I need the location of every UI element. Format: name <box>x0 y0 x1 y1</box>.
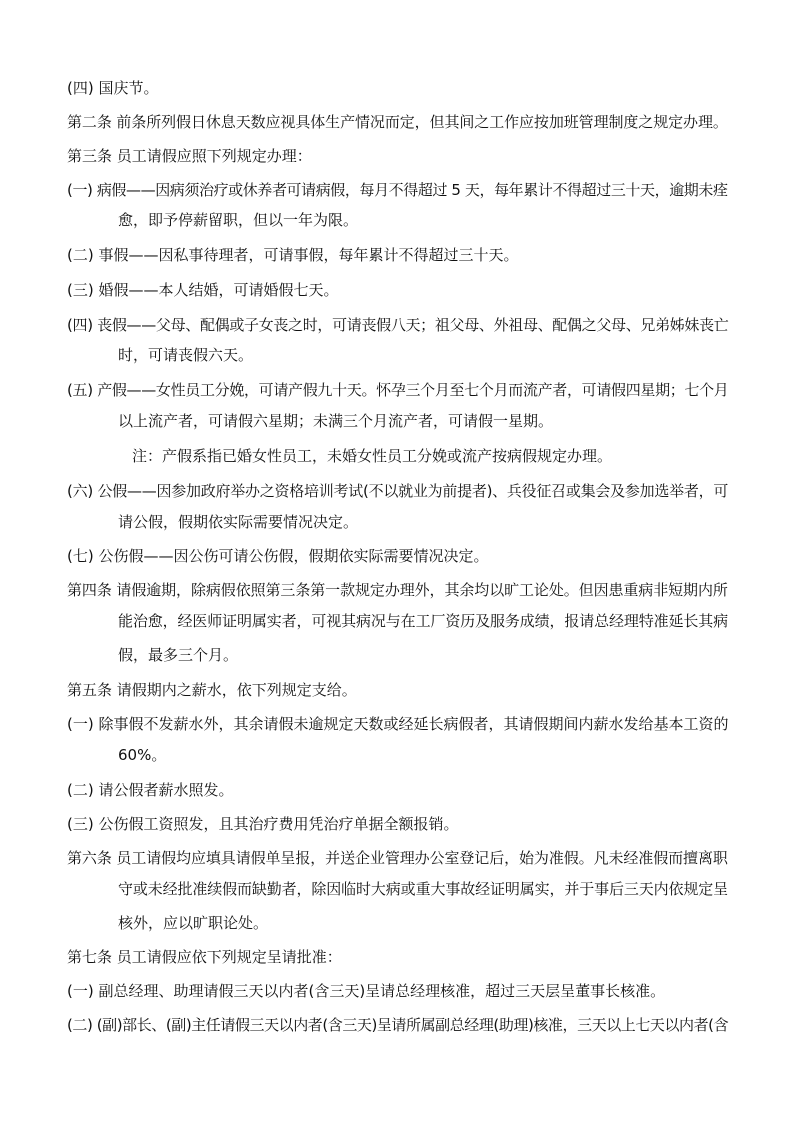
text-line: 注：产假系指已婚女性员工，未婚女性员工分娩或流产按病假规定办理。 <box>132 447 613 465</box>
text-line: (六) 公假——因参加政府举办之资格培训考试(不以就业为前提者)、兵役征召或集会及参加选举者，可 <box>67 482 729 500</box>
text-line: 第五条 请假期内之薪水，依下列规定支给。 <box>67 681 357 699</box>
text-line: (二) 事假——因私事待理者，可请事假，每年累计不得超过三十天。 <box>67 246 519 264</box>
text-line: (三) 婚假——本人结婚，可请婚假七天。 <box>67 281 339 299</box>
text-line: 假，最多三个月。 <box>118 646 239 664</box>
text-line: 第二条 前条所列假日休息天数应视具体生产情况而定，但其间之工作应按加班管理制度之规定办理。 <box>67 113 728 131</box>
text-line: (二) 请公假者薪水照发。 <box>67 781 234 799</box>
text-line: 愈，即予停薪留职，但以一年为限。 <box>118 211 359 229</box>
text-line: 第四条 请假逾期，除病假依照第三条第一款规定办理外，其余均以旷工论处。但因患重病非短期内所 <box>67 581 728 599</box>
text-line: 时，可请丧假六天。 <box>118 346 254 364</box>
text-line: (七) 公伤假——因公伤可请公伤假，假期依实际需要情况决定。 <box>67 547 489 565</box>
text-line: 第六条 员工请假均应填具请假单呈报，并送企业管理办公室登记后，始为准假。凡未经准假而擅离职 <box>67 849 728 867</box>
text-line: 核外，应以旷职论处。 <box>118 914 269 932</box>
text-line: (五) 产假——女性员工分娩，可请产假九十天。怀孕三个月至七个月而流产者，可请假四星期；七个月 <box>67 381 729 399</box>
text-line: 守或未经批准续假而缺勤者，除因临时大病或重大事故经证明属实，并于事后三天内依规定呈 <box>118 880 729 898</box>
text-line: 第三条 员工请假应照下列规定办理： <box>67 147 312 165</box>
text-line: (一) 除事假不发薪水外，其余请假未逾规定天数或经延长病假者，其请假期间内薪水发给基本工资的 <box>67 715 729 733</box>
text-line: (二) (副)部长、(副)主任请假三天以内者(含三天)呈请所属副总经理(助理)核准，三天以上七天以内者(含 <box>67 1016 729 1034</box>
text-line: (一) 副总经理、助理请假三天以内者(含三天)呈请总经理核准，超过三天层呈董事长核准。 <box>67 982 666 1000</box>
text-line: 以上流产者，可请假六星期；未满三个月流产者，可请假一星期。 <box>118 412 554 430</box>
text-line: 60%。 <box>118 746 167 764</box>
text-line: (四) 丧假——父母、配偶或子女丧之时，可请丧假八天；祖父母、外祖母、配偶之父母、兄弟姊妹丧亡 <box>67 316 729 334</box>
text-line: 请公假，假期依实际需要情况决定。 <box>118 513 359 531</box>
text-line: (三) 公伤假工资照发，且其治疗费用凭治疗单据全额报销。 <box>67 815 459 833</box>
text-line: 能治愈，经医师证明属实者，可视其病况与在工厂资历及服务成绩，报请总经理特准延长其病 <box>118 612 729 630</box>
text-line: (四) 国庆节。 <box>67 79 159 97</box>
text-line: (一) 病假——因病须治疗或休养者可请病假，每月不得超过 5 天，每年累计不得超过三十天，逾期未痊 <box>67 181 728 199</box>
text-line: 第七条 员工请假应依下列规定呈请批准： <box>67 948 342 966</box>
